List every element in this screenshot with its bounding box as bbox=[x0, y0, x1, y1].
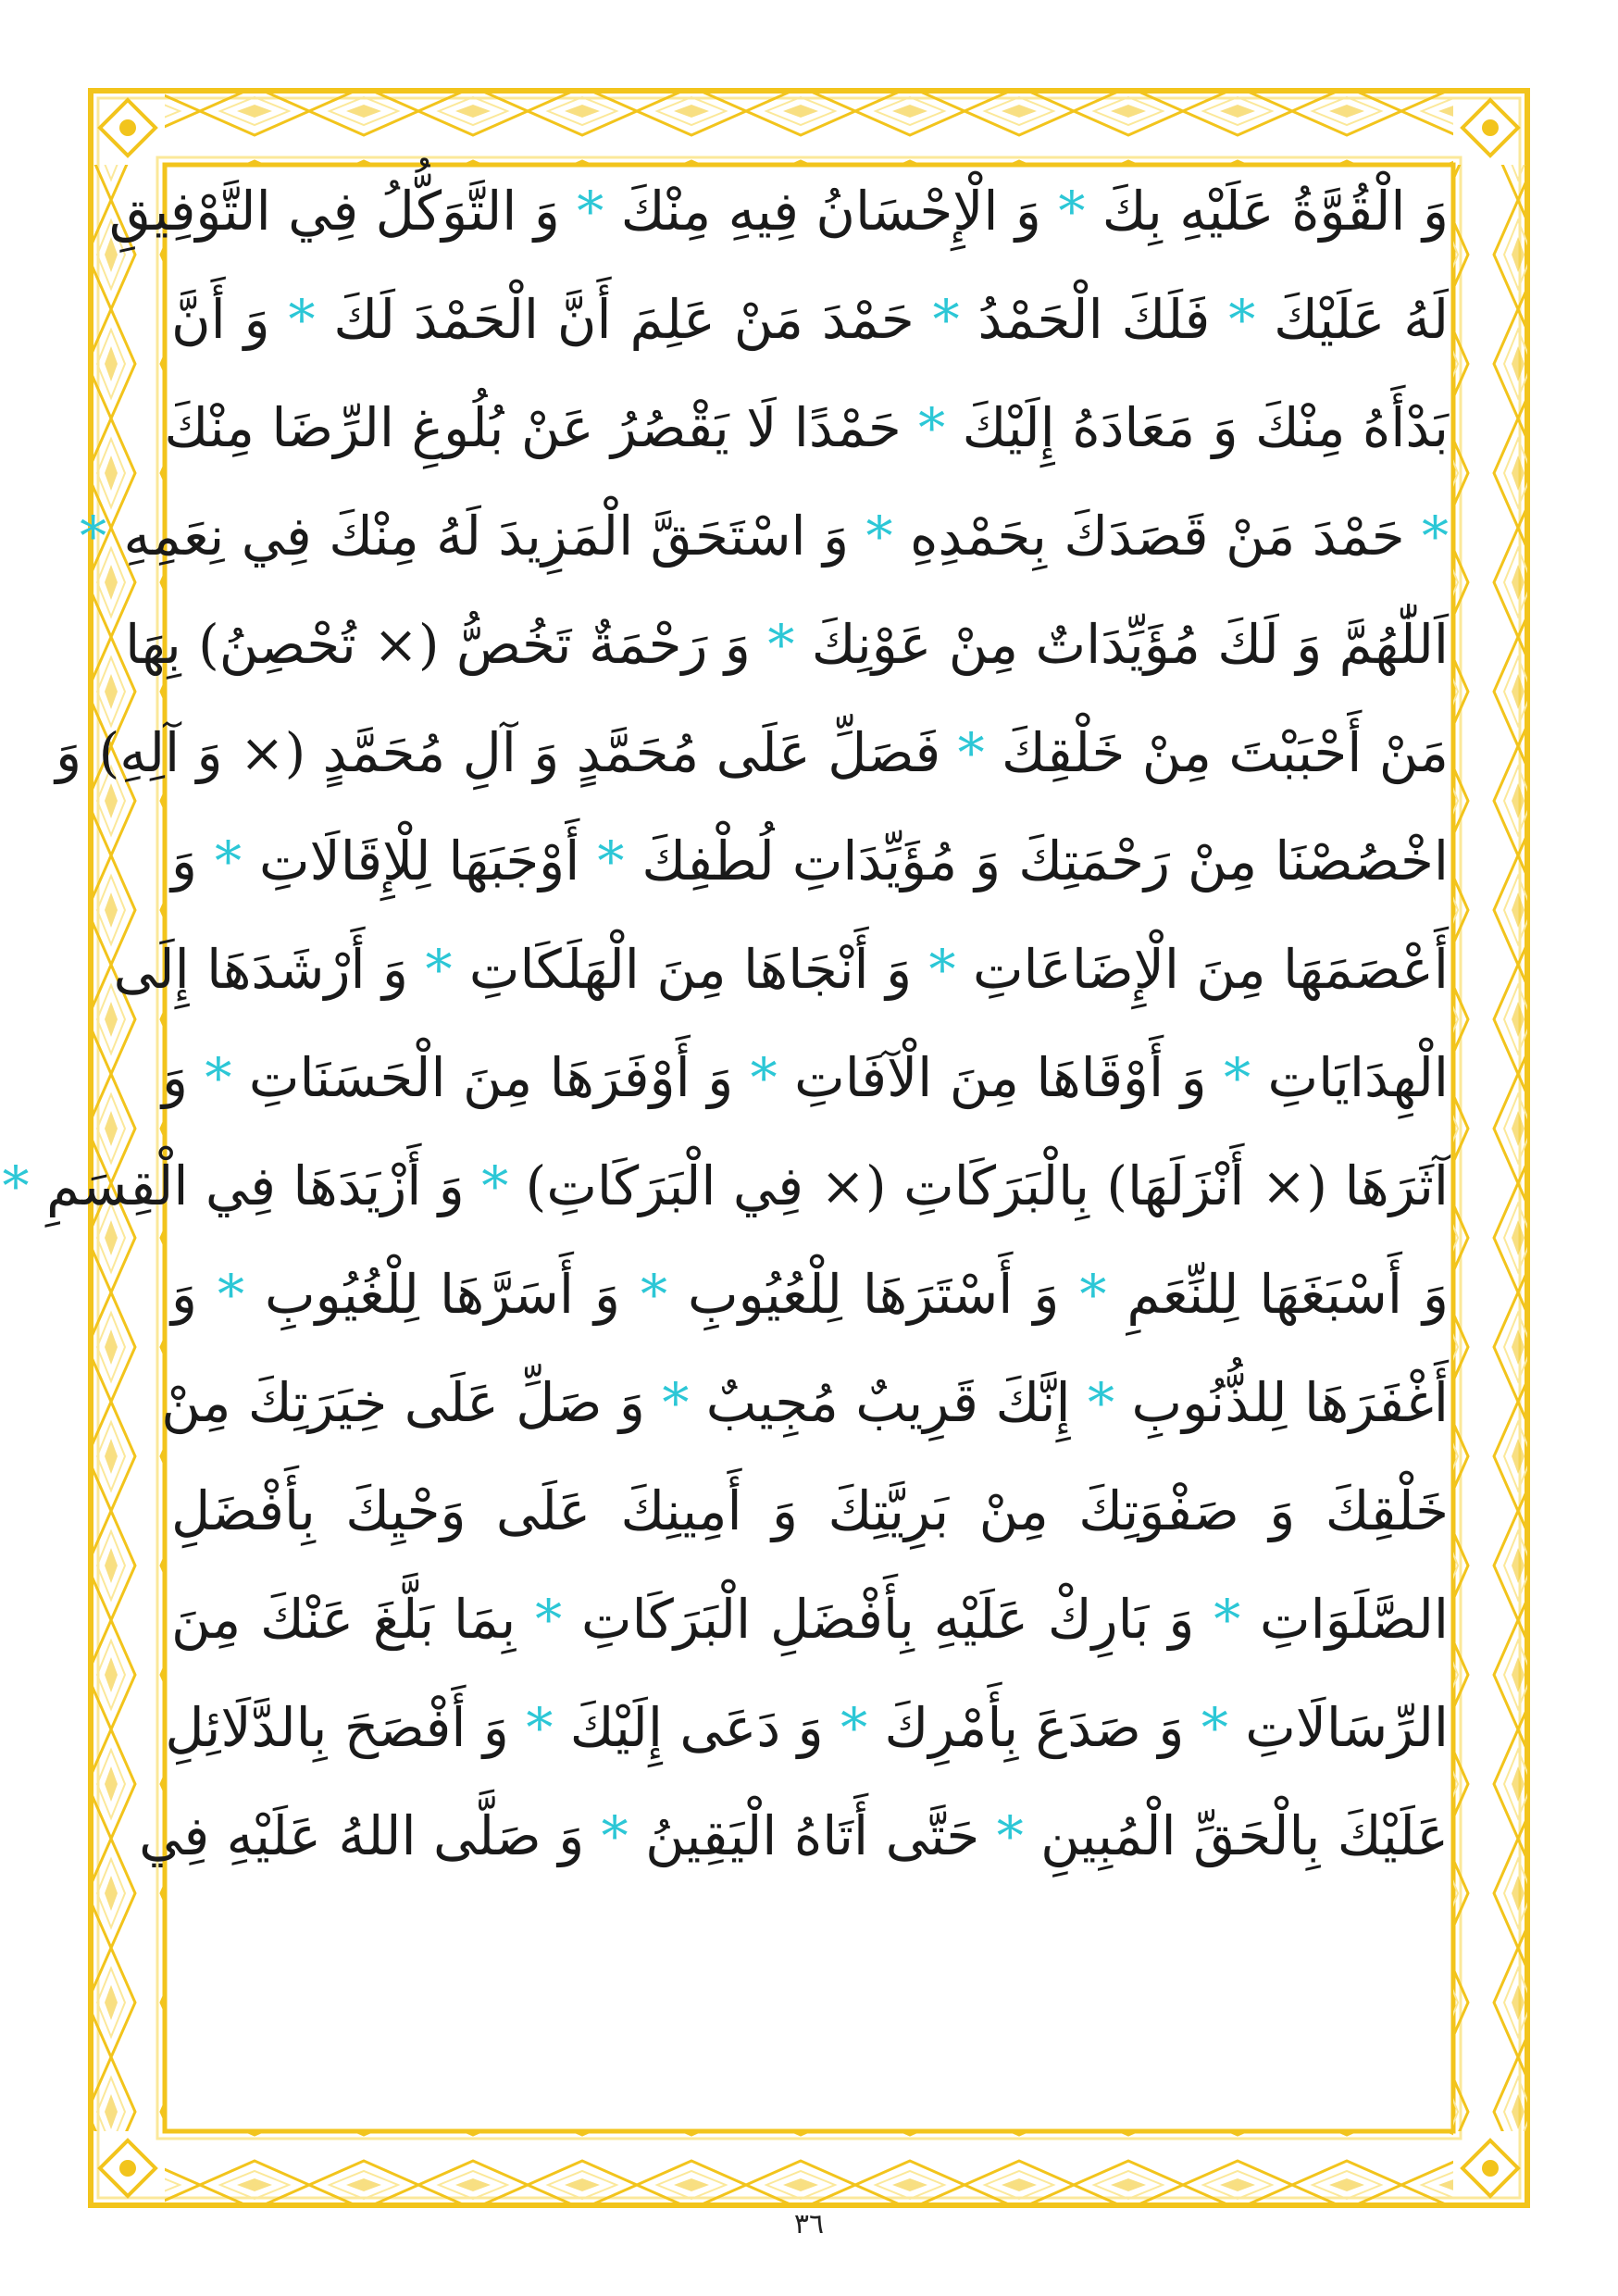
separator-star-icon: * bbox=[750, 1046, 778, 1109]
separator-star-icon: * bbox=[535, 1588, 563, 1651]
separator-star-icon: * bbox=[1214, 1588, 1241, 1651]
separator-star-icon: * bbox=[288, 288, 316, 351]
separator-star-icon: * bbox=[1058, 180, 1086, 243]
text-line: آثَرَهَا (× أَنْزَلَهَا) بِالْبَرَكَاتِ (× فِي الْبَرَكَاتِ) * وَ أَزْيَدَهَا فِي الْقِسَمِ * bbox=[2, 1154, 1449, 1217]
text-line: عَلَيْكَ بِالْحَقِّ الْمُبِينِ * حَتَّى أَتَاهُ الْيَقِينُ * وَ صَلَّى اللهُ عَلَيْهِ فِي bbox=[139, 1804, 1449, 1867]
text-line: اخْصُصْنَا مِنْ رَحْمَتِكَ وَ مُؤَيِّدَاتِ لُطْفِكَ * أَوْجَبَهَا لِلْإِقَالَاتِ * وَ bbox=[171, 830, 1449, 892]
separator-star-icon: * bbox=[1088, 1371, 1115, 1434]
page-number: ٣٦ bbox=[793, 2208, 825, 2240]
separator-star-icon: * bbox=[1079, 1263, 1107, 1326]
separator-star-icon: * bbox=[840, 1696, 868, 1759]
separator-star-icon: * bbox=[425, 938, 453, 1001]
separator-star-icon: * bbox=[865, 505, 893, 568]
separator-star-icon: * bbox=[80, 505, 107, 568]
text-line: الصَّلَوَاتِ * وَ بَارِكْ عَلَيْهِ بِأَفْضَلِ الْبَرَكَاتِ * بِمَا بَلَّغَ عَنْكَ مِنَ bbox=[171, 1588, 1449, 1651]
separator-star-icon: * bbox=[928, 938, 956, 1001]
separator-star-icon: * bbox=[526, 1696, 554, 1759]
separator-star-icon: * bbox=[218, 1263, 245, 1326]
separator-star-icon: * bbox=[1224, 1046, 1251, 1109]
separator-star-icon: * bbox=[767, 613, 795, 676]
text-line: وَ أَسْبَغَهَا لِلنِّعَمِ * وَ أَسْتَرَهَا لِلْعُيُوبِ * وَ أَسَرَّهَا لِلْغُيُوبِ * وَ bbox=[171, 1263, 1449, 1326]
separator-star-icon: * bbox=[597, 830, 625, 892]
text-line: الرِّسَالَاتِ * وَ صَدَعَ بِأَمْرِكَ * وَ دَعَى إِلَيْكَ * وَ أَفْصَحَ بِالدَّلَائِلِ bbox=[165, 1696, 1449, 1759]
text-line: خَلْقِكَ وَ صَفْوَتِكَ مِنْ بَرِيَّتِكَ وَ أَمِينِكَ عَلَى وَحْيِكَ بِأَفْضَلِ bbox=[171, 1479, 1449, 1542]
separator-star-icon: * bbox=[601, 1804, 629, 1867]
separator-star-icon: * bbox=[662, 1371, 690, 1434]
separator-star-icon: * bbox=[205, 1046, 232, 1109]
text-line: أَعْصَمَهَا مِنَ الْإِضَاعَاتِ * وَ أَنْجَاهَا مِنَ الْهَلَكَاتِ * وَ أَرْشَدَهَا إِلَى bbox=[113, 938, 1449, 1001]
separator-star-icon: * bbox=[1422, 505, 1449, 568]
supplication-text bbox=[2, 157, 1449, 2120]
separator-star-icon: * bbox=[481, 1154, 509, 1217]
separator-star-icon: * bbox=[996, 1804, 1024, 1867]
separator-star-icon: * bbox=[918, 396, 946, 459]
text-line: الْهِدَايَاتِ * وَ أَوْقَاهَا مِنَ الْآفَاتِ * وَ أَوْفَرَهَا مِنَ الْحَسَنَاتِ * وَ bbox=[161, 1046, 1449, 1109]
separator-star-icon: * bbox=[957, 721, 985, 784]
text-line: اَللّٰهُمَّ وَ لَكَ مُؤَيِّدَاتٌ مِنْ عَوْنِكَ * وَ رَحْمَةٌ تَخُصُّ (× تُحْصِنُ) بِهَا bbox=[125, 613, 1449, 676]
text-line: مَنْ أَحْبَبْتَ مِنْ خَلْقِكَ * فَصَلِّ عَلَى مُحَمَّدٍ وَ آلِ مُحَمَّدٍ (× وَ آلِهِ) وَ bbox=[56, 721, 1449, 784]
separator-star-icon: * bbox=[577, 180, 604, 243]
separator-star-icon: * bbox=[215, 830, 243, 892]
separator-star-icon: * bbox=[2, 1154, 30, 1217]
separator-star-icon: * bbox=[932, 288, 960, 351]
separator-star-icon: * bbox=[640, 1263, 667, 1326]
text-line: وَ الْقُوَّةُ عَلَيْهِ بِكَ * وَ الْإِحْسَانُ فِيهِ مِنْكَ * وَ التَّوَكُّلُ فِي التَّوْفِيقِ bbox=[108, 180, 1449, 243]
text-line: * حَمْدَ مَنْ قَصَدَكَ بِحَمْدِهِ * وَ اسْتَحَقَّ الْمَزِيدَ لَهُ مِنْكَ فِي نِعَمِهِ * bbox=[80, 505, 1449, 568]
separator-star-icon: * bbox=[1228, 288, 1256, 351]
text-line: بَدْأَهُ مِنْكَ وَ مَعَادَهُ إِلَيْكَ * حَمْدًا لَا يَقْصُرُ عَنْ بُلُوغِ الرِّضَا مِنْكَ bbox=[164, 396, 1449, 459]
text-line: أَغْفَرَهَا لِلذُّنُوبِ * إِنَّكَ قَرِيبٌ مُجِيبٌ * وَ صَلِّ عَلَى خِيَرَتِكَ مِنْ bbox=[161, 1371, 1449, 1434]
text-line: لَهُ عَلَيْكَ * فَلَكَ الْحَمْدُ * حَمْدَ مَنْ عَلِمَ أَنَّ الْحَمْدَ لَكَ * وَ أَنَّ bbox=[171, 288, 1449, 351]
separator-star-icon: * bbox=[1201, 1696, 1228, 1759]
